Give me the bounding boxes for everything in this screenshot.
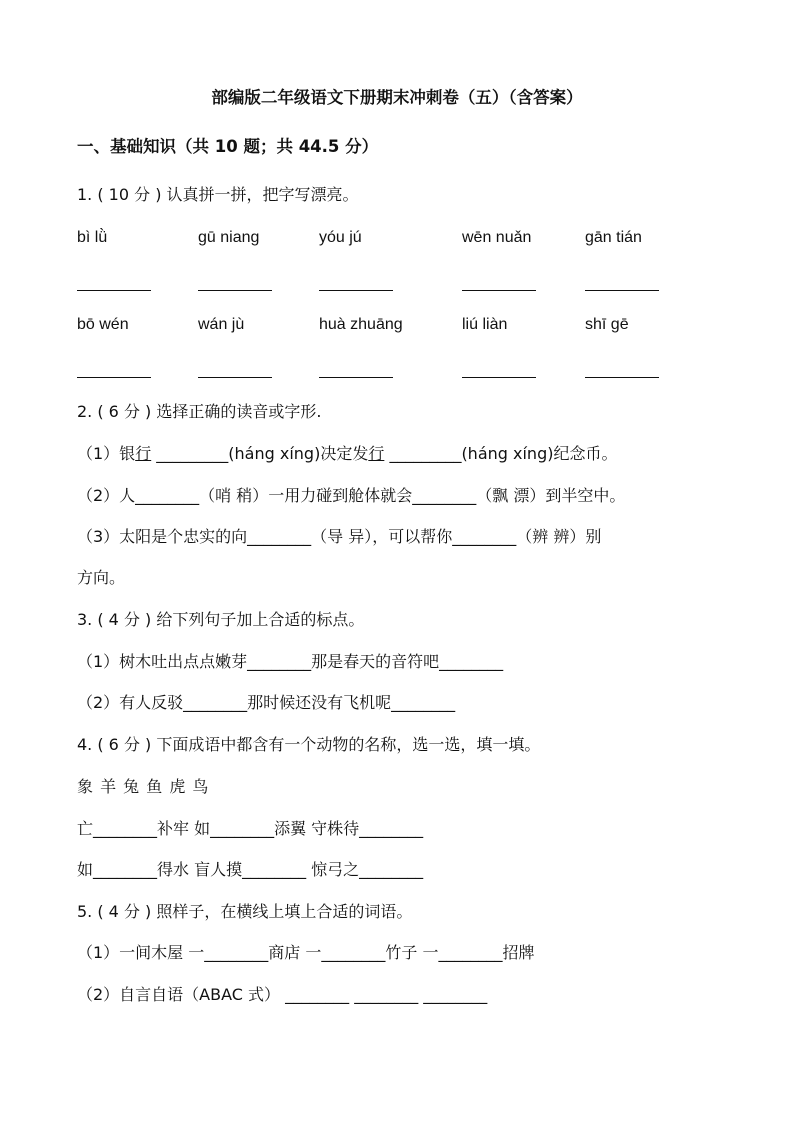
question-1-header: 1. ( 10 分 ) 认真拼一拼，把字写漂亮。 xyxy=(77,185,359,204)
answer-blank[interactable] xyxy=(585,377,659,378)
question-2-line-4: 方向。 xyxy=(77,568,126,587)
pinyin-row-2 xyxy=(0,316,794,338)
question-5-header: 5. ( 4 分 ) 照样子，在横线上填上合适的词语。 xyxy=(77,902,413,921)
answer-blank[interactable] xyxy=(462,377,536,378)
question-3-line-1: （1）树木吐出点点嫩芽________那是春天的音符吧________ xyxy=(77,652,504,671)
question-4-line-2: 如________得水 盲人摸________ 惊弓之________ xyxy=(77,860,424,879)
underlined-char: 行 xyxy=(135,444,152,463)
question-2-line-3: （3）太阳是个忠实的向________（导 异），可以帮你________（辨 辨）别 xyxy=(77,527,602,546)
page-title: 部编版二年级语文下册期末冲刺卷（五）（含答案） xyxy=(211,88,583,107)
animal-options: 象 羊 兔 鱼 虎 鸟 xyxy=(77,777,209,796)
answer-blank[interactable] xyxy=(319,377,393,378)
answer-blanks-row-1 xyxy=(0,290,794,294)
pinyin-item: wán jù xyxy=(198,316,245,333)
underlined-char: 行 xyxy=(368,444,385,463)
pinyin-item: gān tián xyxy=(585,229,642,246)
text-segment: （1）银 xyxy=(77,444,136,463)
answer-blank[interactable] xyxy=(198,290,272,291)
answer-blank[interactable] xyxy=(319,290,393,291)
pinyin-item: bì lǜ xyxy=(77,229,108,246)
answer-blank[interactable] xyxy=(585,290,659,291)
question-4-header: 4. ( 6 分 ) 下面成语中都含有一个动物的名称，选一选，填一填。 xyxy=(77,735,541,754)
text-segment: _________(háng xíng)纪念币。 xyxy=(389,444,618,463)
answer-blank[interactable] xyxy=(77,377,151,378)
pinyin-item: huà zhuāng xyxy=(319,316,403,333)
answer-blanks-row-2 xyxy=(0,377,794,381)
question-5-line-2: （2）自言自语（ABAC 式） ________ ________ ________ xyxy=(77,985,488,1004)
section-heading: 一、基础知识（共 10 题；共 44.5 分） xyxy=(77,137,379,156)
pinyin-item: yóu jú xyxy=(319,229,362,246)
text-segment: _________(háng xíng)决定发 xyxy=(156,444,369,463)
question-3-header: 3. ( 4 分 ) 给下列句子加上合适的标点。 xyxy=(77,610,365,629)
pinyin-item: liú liàn xyxy=(462,316,508,333)
pinyin-item: wēn nuǎn xyxy=(462,229,532,246)
answer-blank[interactable] xyxy=(198,377,272,378)
question-2-line-1 xyxy=(77,443,617,465)
pinyin-item: shī gē xyxy=(585,316,629,333)
answer-blank[interactable] xyxy=(77,290,151,291)
pinyin-row-1 xyxy=(0,229,794,251)
answer-blank[interactable] xyxy=(462,290,536,291)
question-2-line-2: （2）人________（哨 稍）一用力碰到舱体就会________（飘 漂）到半空中。 xyxy=(77,486,626,505)
pinyin-item: bō wén xyxy=(77,316,129,333)
question-2-header: 2. ( 6 分 ) 选择正确的读音或字形. xyxy=(77,402,322,421)
question-4-line-1: 亡________补牢 如________添翼 守株待________ xyxy=(77,819,424,838)
question-5-line-1: （1）一间木屋 一________商店 一________竹子 一________招牌 xyxy=(77,943,535,962)
pinyin-item: gū niang xyxy=(198,229,260,246)
question-3-line-2: （2）有人反驳________那时候还没有飞机呢________ xyxy=(77,693,456,712)
